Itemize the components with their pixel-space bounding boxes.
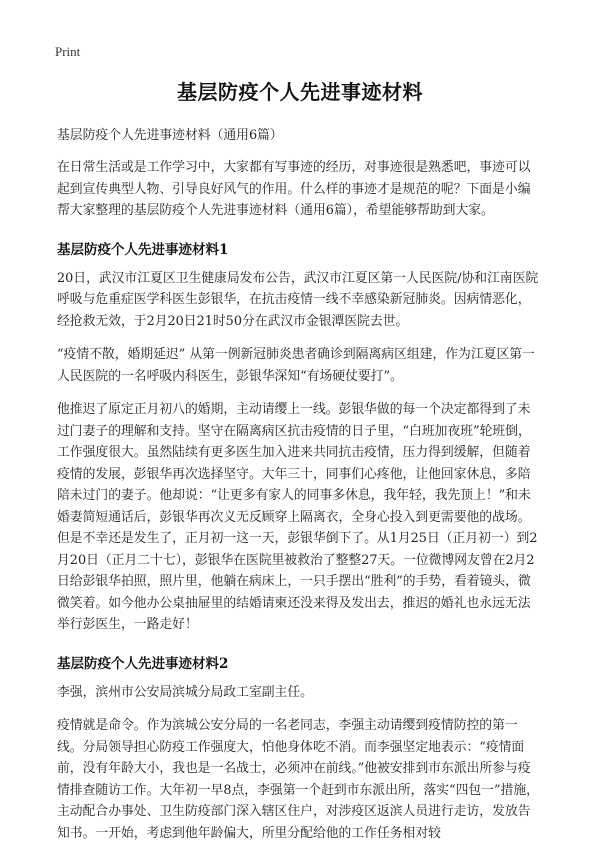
section-paragraph: 疫情就是命令。作为滨城公安分局的一名老同志，李强主动请缨到疫情防控的第一线。分局领导担心防疫工作强度大，怕他身体吃不消。而李强坚定地表示：“疫情面前，没有年龄大小，我也是一名战士，必须冲在前线。”他被安排到市东派出所参与疫情排查随访工作。大年初一早8点，李强第一个赶到市东派出所，落实“四包一”措施，主动配合办事处、卫生防疫部门深入辖区住户，对涉疫区返滨人员进行走访，发放告知书。一开始，考虑到他年龄偏大，所里分配给他的工作任务相对较 [57, 718, 539, 841]
section-2 [57, 652, 543, 845]
intro-paragraph: 在日常生活或是工作学习中，大家都有写事迹的经历，对事迹很是熟悉吧，事迹可以起到宣传典型人物、引导良好风气的作用。什么样的事迹才是规范的呢？下面是小编帮大家整理的基层防疫个人先进事迹材料（通用6篇），希望能够帮助到大家。 [57, 160, 531, 218]
document-title: 基层防疫个人先进事迹材料 [177, 80, 423, 104]
section-paragraph: 他推迟了原定正月初八的婚期，主动请缨上一线。彭银华做的每一个决定都得到了未过门妻子的理解和支持。坚守在隔离病区抗击疫情的日子里，“白班加夜班”轮班倒，工作强度很大。虽然陆续有更多医生加入进来共同抗击疫情，压力得到缓解，但随着疫情的发展，彭银华再次选择坚守。大年三十，同事们心疼他，让他回家休息，多陪陪未过门的妻子。他却说：“让更多有家人的同事多休息，我年轻，我先顶上！”和未婚妻简短通话后，彭银华再次义无反顾穿上隔离衣，全身心投入到更需要他的战场。但是不幸还是发生了，正月初一这一天，彭银华倒下了。从1月25日（正月初一）到2月20日（正月二十七），彭银华在医院里被救治了整整27天。一位微博网友曾在2月2日给彭银华拍照，照片里，他躺在病床上，一只手摆出“胜利”的手势，看着镜头，微微笑着。如今他办公桌抽屉里的结婚请柬还没来得及发出去，推迟的婚礼也永远无法举行彭医生，一路走好！ [57, 402, 538, 632]
print-label: Print [55, 44, 81, 59]
section-paragraph: “疫情不散，婚期延迟” 从第一例新冠肺炎患者确诊到隔离病区组建，作为江夏区第一人民医院的一名呼吸内科医生，彭银华深知“有场硬仗要打”。 [57, 347, 535, 384]
document-body [57, 76, 543, 856]
section-paragraph: 李强，滨州市公安局滨城分局政工室副主任。 [57, 684, 313, 700]
section-heading: 基层防疫个人先进事迹材料1 [57, 241, 229, 258]
section-1 [57, 238, 543, 636]
section-paragraph: 20日，武汉市江夏区卫生健康局发布公告，武汉市江夏区第一人民医院/协和江南医院呼吸与危重症医学科医生彭银华，在抗击疫情一线不幸感染新冠肺炎。因病情恶化，经抢救无效，于2月20日21时50分在武汉市金银潭医院去世。 [57, 270, 539, 329]
document-subtitle: 基层防疫个人先进事迹材料（通用6篇） [57, 128, 283, 143]
section-heading: 基层防疫个人先进事迹材料2 [57, 655, 229, 672]
